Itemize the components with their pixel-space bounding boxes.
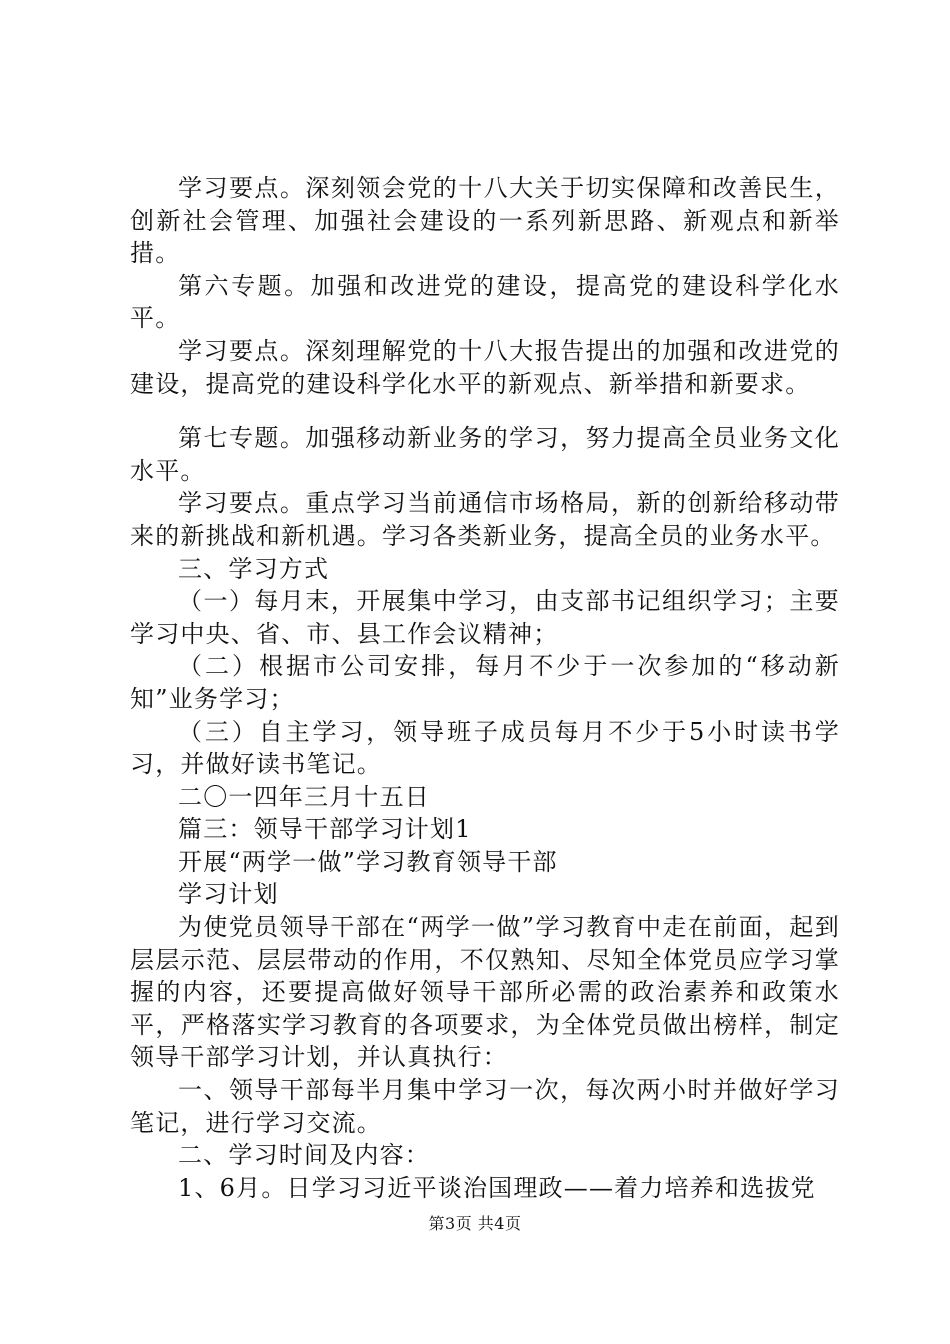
paragraph-topic-six: 第六专题。加强和改进党的建设，提高党的建设科学化水平。 [130,271,840,333]
document-title-line-two: 学习计划 [178,880,279,909]
page-number-footer: 第3页 共4页 [428,1214,522,1233]
paragraph-study-points-party-building: 学习要点。深刻理解党的十八大报告提出的加强和改进党的建设，提高党的建设科学化水平的新观点、新举措和新要求。 [130,336,840,398]
paragraph-topic-seven: 第七专题。加强移动新业务的学习，努力提高全员业务文化水平。 [130,424,840,485]
paragraph-study-points-business: 学习要点。重点学习当前通信市场格局，新的创新给移动带来的新挑战和新机遇。学习各类新业务，提高全员的业务水平。 [130,489,840,550]
document-body [130,172,840,1204]
section-heading-time-content: 二、学习时间及内容： [178,1141,430,1170]
paragraph-method-one: （一）每月末，开展集中学习，由支部书记组织学习；主要学习中央、省、市、县工作会议精神； [130,587,840,648]
paragraph-method-three: （三）自主学习，领导班子成员每月不少于5小时读书学习，并做好读书笔记。 [130,717,840,779]
paragraph-study-points-livelihood: 学习要点。深刻领会党的十八大关于切实保障和改善民生，创新社会管理、加强社会建设的一系列新思路、新观点和新举措。 [130,174,840,268]
document-title-line-one: 开展“两学一做”学习教育领导干部 [178,847,558,876]
section-heading-study-methods: 三、学习方式 [178,554,330,583]
date-line: 二〇一四年三月十五日 [178,782,430,811]
paragraph-gap [130,400,840,422]
paragraph-method-two: （二）根据市公司安排，每月不少于一次参加的“移动新知”业务学习； [130,652,840,713]
paragraph-june-schedule: 1、6月。日学习习近平谈治国理政——着力培养和选拔党 [178,1173,816,1202]
chapter-title: 篇三：领导干部学习计划1 [178,815,472,844]
paragraph-introduction: 为使党员领导干部在“两学一做”学习教育中走在前面，起到层层示范、层层带动的作用，不仅熟知、尽知全体党员应学习掌握的内容，还要提高做好领导干部所必需的政治素养和政策水平，严格落实学习教育的各项要求，为全体党员做出榜样，制定领导干部学习计划，并认真执行： [130,913,840,1072]
paragraph-item-one: 一、领导干部每半月集中学习一次，每次两小时并做好学习笔记，进行学习交流。 [130,1076,840,1137]
